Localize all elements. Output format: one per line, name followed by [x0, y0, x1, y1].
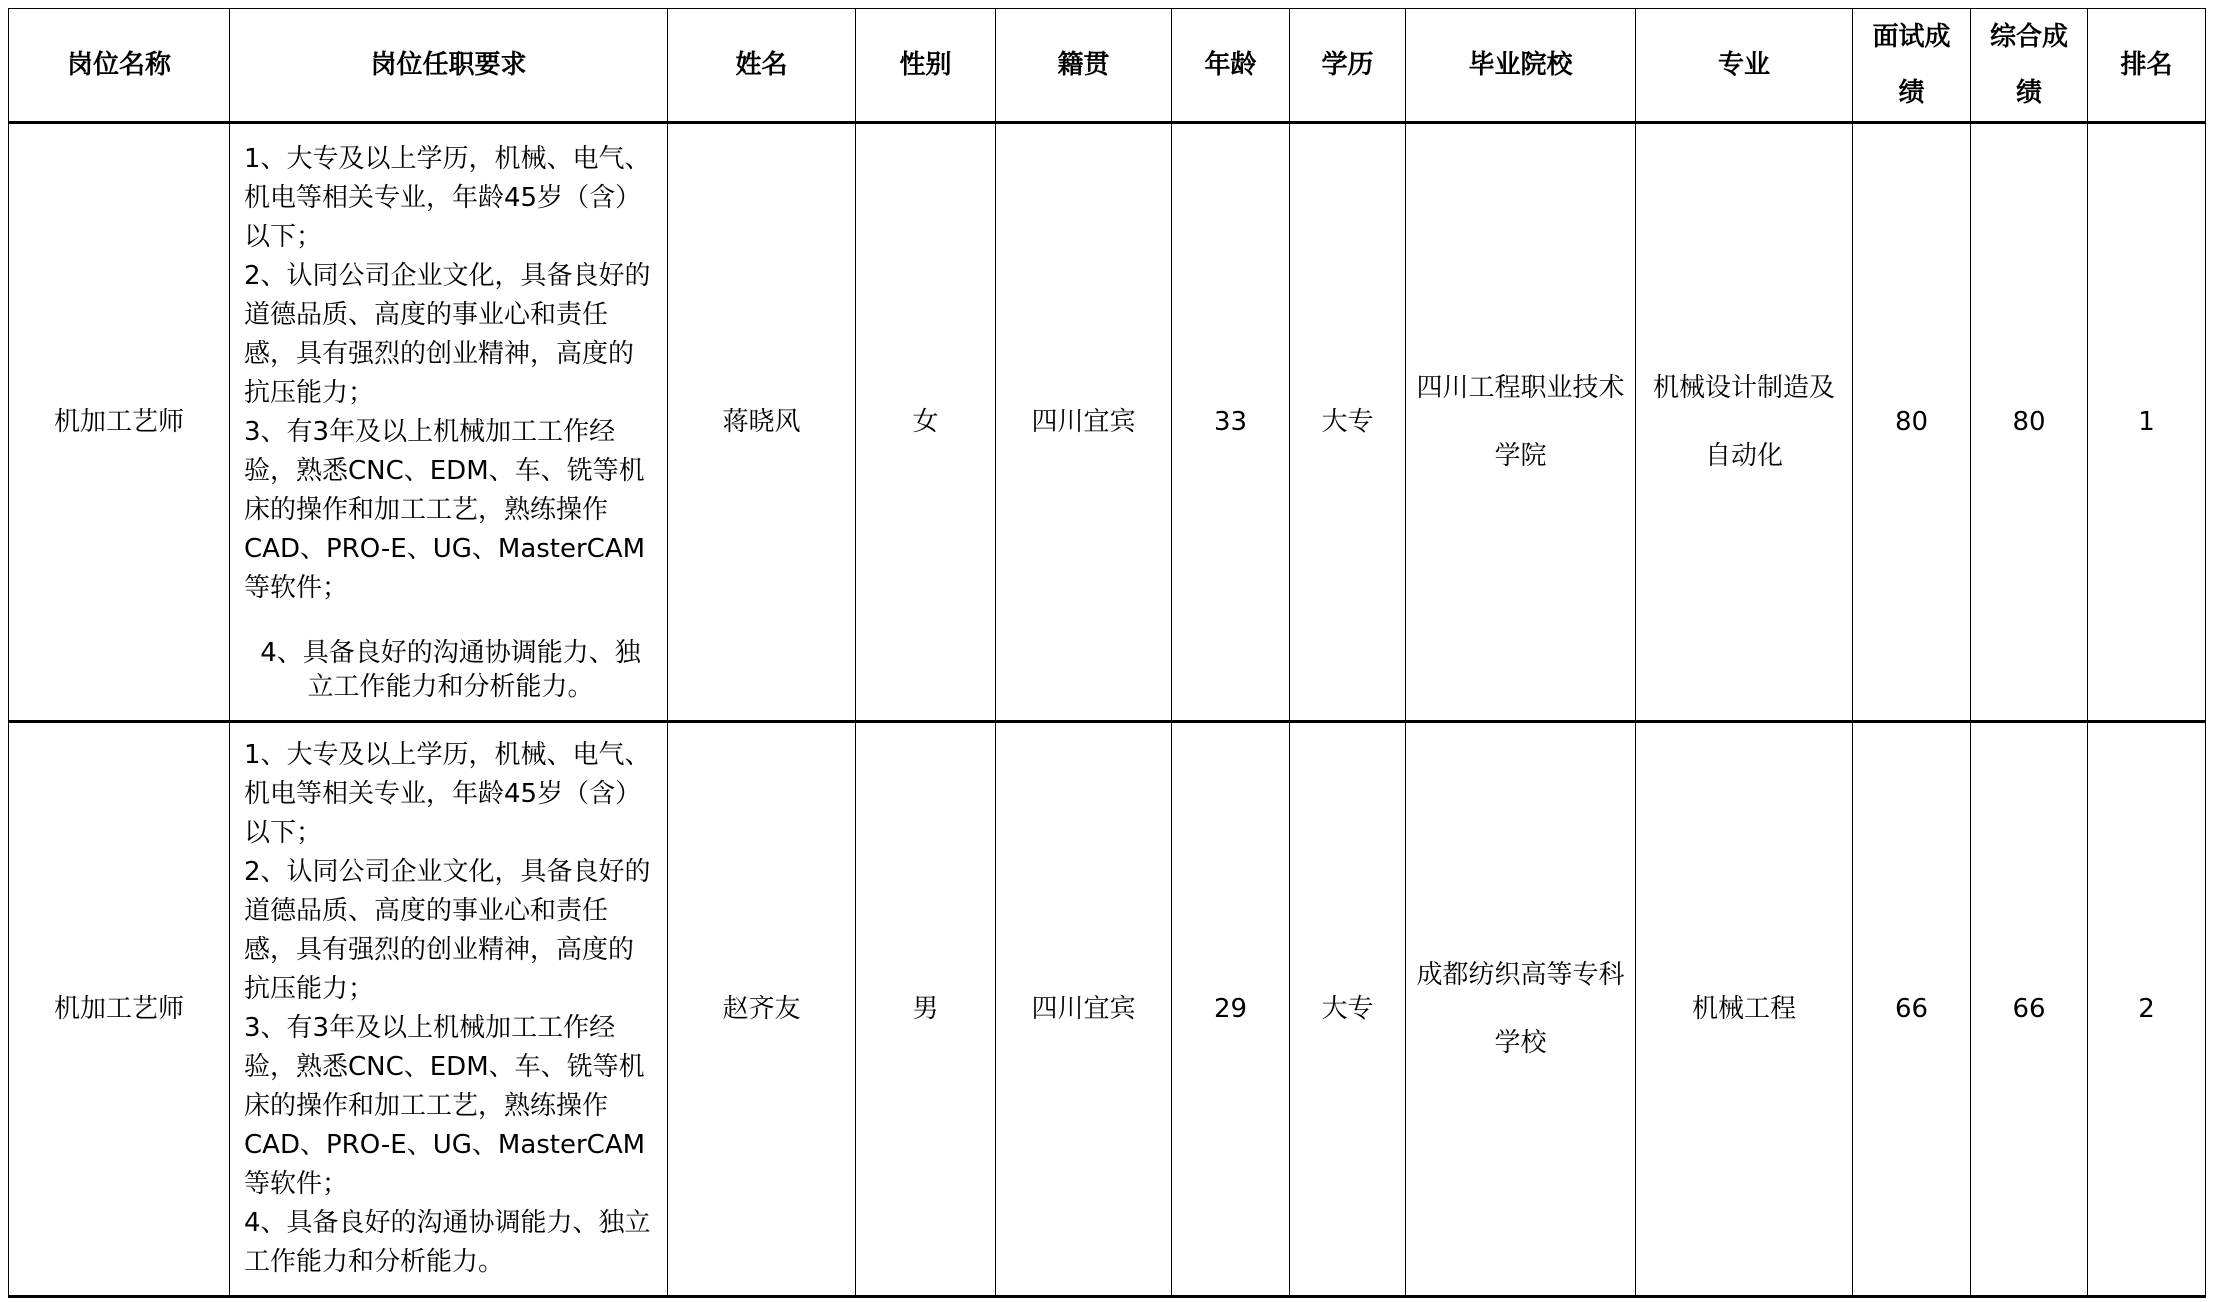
- age-cell: 29: [1172, 722, 1290, 1297]
- name-cell: 赵齐友: [668, 722, 856, 1297]
- requirement-item: 4、具备良好的沟通协调能力、独立工作能力和分析能力。: [260, 638, 641, 702]
- table-row: [9, 722, 2206, 1297]
- age-cell: 33: [1172, 123, 1290, 722]
- requirement-item: 1、大专及以上学历，机械、电气、机电等相关专业，年龄45岁（含）以下；: [244, 144, 651, 252]
- table-row: [9, 123, 2206, 722]
- school-cell: 四川工程职业技术学院: [1406, 123, 1636, 722]
- header-total-score: 综合成绩: [1971, 9, 2088, 123]
- requirement-item: 4、具备良好的沟通协调能力、独立工作能力和分析能力。: [244, 1208, 651, 1277]
- interview-score-cell: 66: [1853, 722, 1971, 1297]
- requirement-item: 3、有3年及以上机械加工工作经验，熟悉CNC、EDM、车、铣等机床的操作和加工工艺，熟练操作CAD、PRO-E、UG、MasterCAM等软件；: [244, 1013, 646, 1199]
- header-requirements: 岗位任职要求: [230, 9, 668, 123]
- gender-cell: 男: [856, 722, 996, 1297]
- interview-score-cell: 80: [1853, 123, 1971, 722]
- education-cell: 大专: [1290, 722, 1406, 1297]
- name-cell: 蒋晓风: [668, 123, 856, 722]
- total-score-cell: 66: [1971, 722, 2088, 1297]
- header-rank: 排名: [2088, 9, 2206, 123]
- origin-cell: 四川宜宾: [996, 722, 1172, 1297]
- requirements-cell: [230, 722, 668, 1297]
- header-interview-score: 面试成绩: [1853, 9, 1971, 123]
- position-cell: 机加工艺师: [9, 123, 230, 722]
- header-school: 毕业院校: [1406, 9, 1636, 123]
- requirement-item: 3、有3年及以上机械加工工作经验，熟悉CNC、EDM、车、铣等机床的操作和加工工艺，熟练操作CAD、PRO-E、UG、MasterCAM等软件；: [244, 417, 646, 603]
- requirement-item: 2、认同公司企业文化，具备良好的道德品质、高度的事业心和责任感，具有强烈的创业精神，高度的抗压能力；: [244, 857, 651, 1004]
- major-cell: 机械工程: [1636, 722, 1853, 1297]
- education-cell: 大专: [1290, 123, 1406, 722]
- rank-cell: 2: [2088, 722, 2206, 1297]
- header-origin: 籍贯: [996, 9, 1172, 123]
- header-name: 姓名: [668, 9, 856, 123]
- total-score-cell: 80: [1971, 123, 2088, 722]
- gender-cell: 女: [856, 123, 996, 722]
- requirement-item: 2、认同公司企业文化，具备良好的道德品质、高度的事业心和责任感，具有强烈的创业精神，高度的抗压能力；: [244, 261, 651, 408]
- origin-cell: 四川宜宾: [996, 123, 1172, 722]
- major-cell: 机械设计制造及自动化: [1636, 123, 1853, 722]
- header-education: 学历: [1290, 9, 1406, 123]
- requirements-cell: [230, 123, 668, 722]
- position-cell: 机加工艺师: [9, 722, 230, 1297]
- header-row: [9, 9, 2206, 123]
- rank-cell: 1: [2088, 123, 2206, 722]
- school-cell: 成都纺织高等专科学校: [1406, 722, 1636, 1297]
- header-position: 岗位名称: [9, 9, 230, 123]
- candidate-table: [8, 8, 2206, 1298]
- header-age: 年龄: [1172, 9, 1290, 123]
- header-gender: 性别: [856, 9, 996, 123]
- header-major: 专业: [1636, 9, 1853, 123]
- requirement-item: 1、大专及以上学历，机械、电气、机电等相关专业，年龄45岁（含）以下；: [244, 740, 651, 848]
